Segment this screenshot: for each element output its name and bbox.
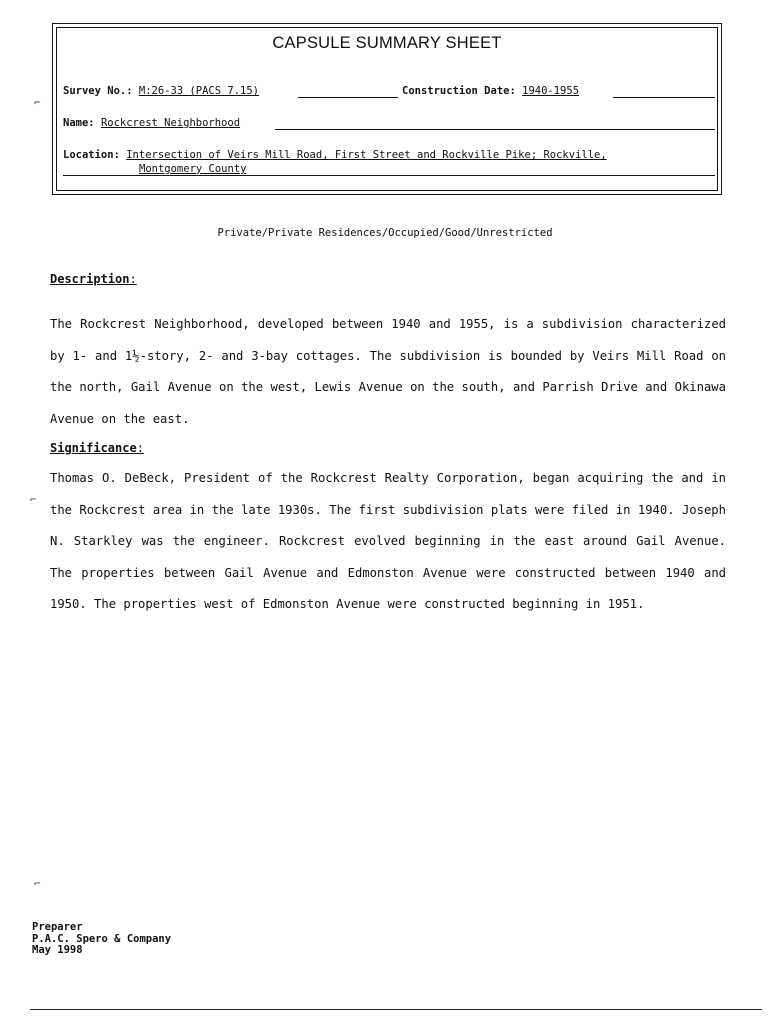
preparer-block: [32, 922, 171, 957]
description-text: The Rockcrest Neighborhood, developed between 1940 and 1955, is a subdivision characterized by 1- and 1½-story, 2- and 3-bay cottages. The subdivision is bounded by Veirs Mill Road on the north, Gail Avenue on the west, Lewis Avenue on the south, and Parrish Drive and Okinawa Avenue on the east.: [50, 317, 726, 426]
significance-heading: [50, 441, 144, 455]
preparer-label: Preparer: [32, 921, 83, 933]
location-row-2: [139, 163, 246, 175]
scan-mark: ⌐: [30, 493, 37, 506]
status-line: Private/Private Residences/Occupied/Good/Unrestricted: [217, 227, 553, 239]
location-row: [63, 149, 607, 161]
construction-value: 1940-1955: [522, 85, 580, 97]
location-value-line2: Montgomery County: [139, 163, 247, 175]
location-label: Location:: [63, 149, 120, 161]
location-value-line1: Intersection of Veirs Mill Road, First Street and Rockville Pike; Rockville,: [126, 149, 607, 161]
construction-label: Construction Date:: [402, 85, 516, 97]
survey-underline: [298, 97, 398, 98]
description-heading-colon: :: [129, 272, 137, 286]
capsule-summary-box: [52, 23, 722, 195]
name-label: Name:: [63, 117, 95, 129]
construction-underline: [613, 97, 715, 98]
survey-label: Survey No.:: [63, 85, 133, 97]
significance-text: Thomas O. DeBeck, President of the Rockcrest Realty Corporation, began acquiring the and in the Rockcrest area in the late 1930s. The first subdivision plats were filed in 1940. Joseph N. Starkley was the engineer. Rockcrest evolved beginning in the east around Gail Avenue. The properties between Gail Avenue and Edmonston Avenue were constructed between 1940 and 1950. The properties west of Edmonston Avenue were constructed beginning in 1951.: [50, 471, 726, 611]
name-value: Rockcrest Neighborhood: [100, 117, 241, 129]
survey-value: M:26-33 (PACS 7.15): [138, 85, 259, 97]
preparer-company: P.A.C. Spero & Company: [32, 932, 172, 945]
name-underline: [275, 129, 715, 130]
scan-mark: ⌐: [34, 96, 41, 109]
construction-row: [402, 85, 579, 97]
location-underline: [63, 175, 715, 176]
name-row: [63, 117, 240, 129]
significance-heading-text: Significance: [50, 441, 137, 455]
description-heading-text: Description: [50, 272, 130, 286]
scan-mark: ⌐: [34, 877, 41, 890]
sheet-title: CAPSULE SUMMARY SHEET: [272, 34, 502, 52]
description-heading: [50, 272, 137, 286]
bottom-rule: [30, 1009, 762, 1010]
survey-row: [63, 85, 259, 97]
preparer-date: May 1998: [32, 944, 83, 956]
significance-heading-colon: :: [136, 441, 144, 455]
